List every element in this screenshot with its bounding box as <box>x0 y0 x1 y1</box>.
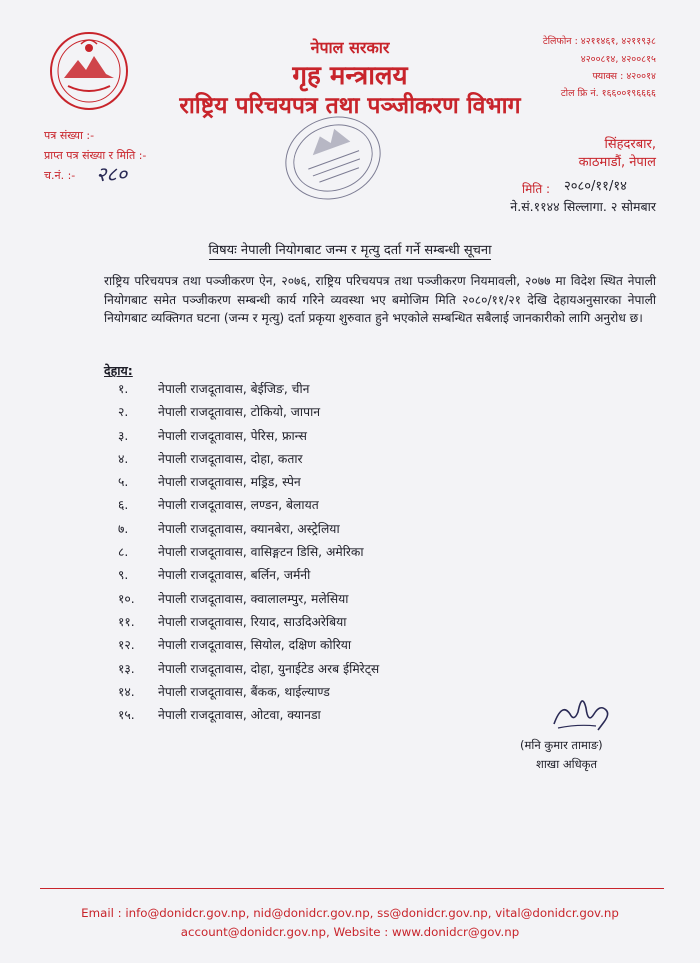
list-item <box>118 588 379 611</box>
date-label: मिति : <box>522 182 551 196</box>
letter-number-label: पत्र संख्या :- <box>44 129 95 142</box>
list-item-text: नेपाली राजदूतावास, बर्लिन, जर्मनी <box>158 568 311 583</box>
list-item-number: ८. <box>118 545 129 560</box>
list-item-number: ६. <box>118 498 129 513</box>
list-item <box>118 401 379 424</box>
footer-website: account@donidcr.gov.np, Website : www.donidcr@gov.np <box>180 925 520 939</box>
list-item-number: २. <box>118 405 129 420</box>
received-letter-label: प्राप्त पत्र संख्या र मिति :- <box>44 149 147 162</box>
list-item-number: ३. <box>118 428 129 443</box>
contact-phone: टेलिफोन : ४२११४६१, ४२११९३८ <box>542 36 656 47</box>
office-stamp-icon <box>278 108 388 208</box>
list-item <box>118 378 379 401</box>
list-item-number: १५. <box>118 708 135 723</box>
list-item-text: नेपाली राजदूतावास, दोहा, कतार <box>158 451 303 466</box>
list-item-text: नेपाली राजदूतावास, क्यानबेरा, अस्ट्रेलिया <box>158 521 340 536</box>
list-item-text: नेपाली राजदूतावास, दोहा, युनाईटेड अरब ईमिरेट्स <box>158 661 380 676</box>
list-item-number: १. <box>118 382 129 396</box>
list-item <box>118 518 379 541</box>
list-item-number: ९. <box>118 568 129 583</box>
list-item <box>118 611 379 634</box>
list-item-text: नेपाली राजदूतावास, लण्डन, बेलायत <box>158 498 319 513</box>
list-item-number: ५. <box>118 475 129 490</box>
subject-text: विषयः नेपाली नियोगबाट जन्म र मृत्यु दर्ता गर्ने सम्बन्धी सूचना <box>208 243 492 258</box>
list-item-text: नेपाली राजदूतावास, सियोल, दक्षिण कोरिया <box>158 638 352 653</box>
date-value: २०८०/११/१४ <box>564 179 627 194</box>
signatory-name: (मनि कुमार तामाङ) <box>520 738 603 752</box>
nepal-samvat-date: ने.सं.११४४ सिल्लागा. २ सोमबार <box>510 199 656 214</box>
list-item <box>118 425 379 448</box>
signatory-title: शाखा अधिकृत <box>536 757 598 771</box>
list-item-text: नेपाली राजदूतावास, बेईजिङ, चीन <box>158 382 310 396</box>
list-item <box>118 658 379 681</box>
list-item-text: नेपाली राजदूतावास, ओटवा, क्यानडा <box>158 708 321 723</box>
list-item-number: १४. <box>118 684 135 699</box>
dispatch-number-value: २८० <box>96 162 128 186</box>
address-line-1: सिंहदरबार, <box>604 137 656 152</box>
list-item <box>118 704 379 727</box>
department-title: राष्ट्रिय परिचयपत्र तथा पञ्जीकरण विभाग <box>179 93 521 119</box>
list-item <box>118 681 379 704</box>
government-title: नेपाल सरकार <box>310 38 390 57</box>
list-item <box>118 634 379 657</box>
list-item-number: १०. <box>118 591 135 606</box>
list-item-number: ४. <box>118 451 129 466</box>
list-item <box>118 448 379 471</box>
footer-email: Email : info@donidcr.gov.np, nid@donidcr.gov.np, ss@donidcr.gov.np, vital@donidcr.gov.np <box>81 906 619 920</box>
list-item-text: नेपाली राजदूतावास, बैंकक, थाईल्याण्ड <box>158 684 330 699</box>
list-item <box>118 541 379 564</box>
ministry-title: गृह मन्त्रालय <box>292 61 408 91</box>
contact-phone-2: ४२००८१४, ४२००८१५ <box>580 54 656 65</box>
dispatch-number-label: च.नं. :- <box>44 169 76 182</box>
signature-icon <box>548 684 618 738</box>
mission-list <box>118 378 379 727</box>
list-item-text: नेपाली राजदूतावास, मड्रिड, स्पेन <box>158 475 301 490</box>
list-item-number: १२. <box>118 638 135 653</box>
list-item-text: नेपाली राजदूतावास, वासिङ्गटन डिसि, अमेरिका <box>158 545 364 560</box>
list-item-text: नेपाली राजदूतावास, क्वालालम्पुर, मलेसिया <box>158 591 349 606</box>
list-heading: देहाय: <box>104 363 133 378</box>
list-item <box>118 494 379 517</box>
footer-divider <box>40 888 664 889</box>
list-item-number: ११. <box>118 614 135 629</box>
list-item <box>118 471 379 494</box>
list-item-number: १३. <box>118 661 135 676</box>
list-item-text: नेपाली राजदूतावास, रियाद, साउदिअरेबिया <box>158 614 347 629</box>
subject-line <box>0 240 700 258</box>
address-line-2: काठमाडौं, नेपाल <box>578 155 656 170</box>
notice-body: राष्ट्रिय परिचयपत्र तथा पञ्जीकरण ऐन, २०७६, राष्ट्रिय परिचयपत्र तथा पञ्जीकरण नियमावली, २०७७ मा विदेश स्थित नेपाली नियोगबाट समेत पञ्जीकरण सम्बन्धी कार्य गरिने व्यवस्था भए बमोजिम मिति २०८०/११/२१ देखि देहायअनुसारका नेपाली नियोगबाट व्यक्तिगत घटना (जन्म र मृत्यु) दर्ता प्रकृया शुरुवात हुने भएकोले सम्बन्धित सबैलाई जानकारीको लागि अनुरोध छ। <box>104 274 656 325</box>
contact-fax: फ्याक्स : ४२००१४ <box>592 71 656 82</box>
list-item-number: ७. <box>118 521 129 536</box>
list-item <box>118 564 379 587</box>
contact-tollfree: टोल फ्रि नं. १६६००१९६६६६ <box>560 88 656 99</box>
list-item-text: नेपाली राजदूतावास, पेरिस, फ्रान्स <box>158 428 307 443</box>
list-item-text: नेपाली राजदूतावास, टोकियो, जापान <box>158 405 321 420</box>
